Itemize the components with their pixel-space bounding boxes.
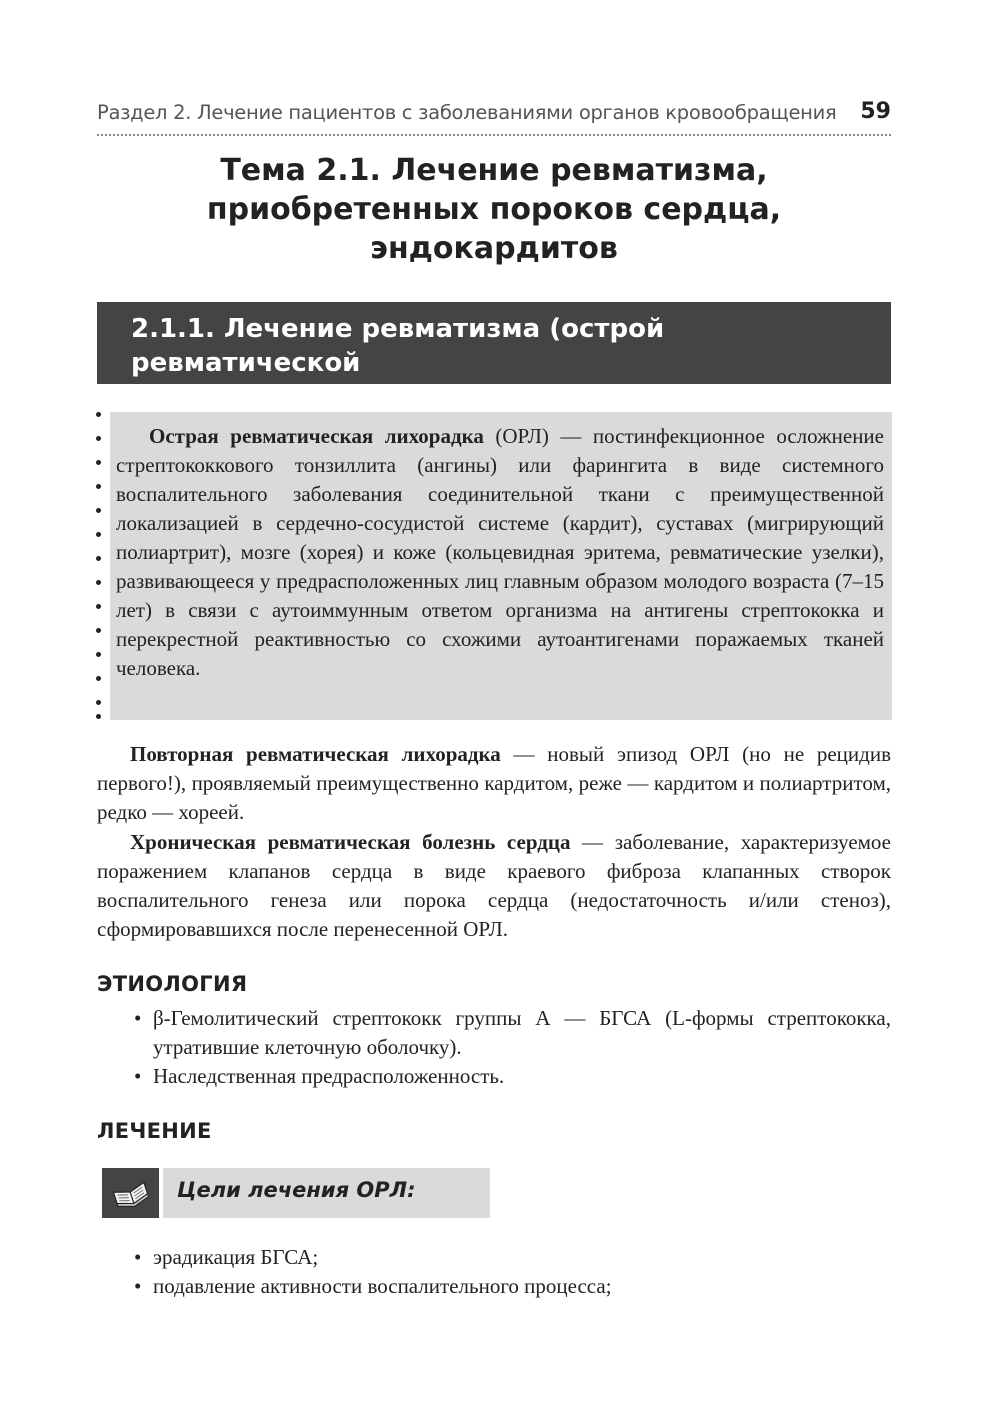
topic-title-line: приобретенных пороков сердца, [206,192,782,227]
paragraph-term: Повторная ревматическая лихорадка [130,742,501,766]
topic-title [97,151,891,268]
margin-dot [96,556,101,561]
subsection-title-line: лихорадки) [131,382,308,412]
book-icon [102,1168,159,1218]
margin-dot [96,436,101,441]
subsection-title-line: 2.1.1. Лечение ревматизма (острой ревматической [131,314,665,378]
callout-icon-box [102,1168,159,1218]
treatment-heading: ЛЕЧЕНИЕ [97,1119,212,1143]
margin-dot [96,580,101,585]
goals-callout [102,1168,490,1218]
etiology-heading: ЭТИОЛОГИЯ [97,972,248,996]
list-item: • подавление активности воспалительного процесса; [132,1272,891,1301]
running-header [97,98,891,136]
margin-dot [96,676,101,681]
subsection-banner [97,302,891,412]
topic-title-line: Тема 2.1. Лечение ревматизма, [220,153,768,188]
margin-dot [96,508,101,513]
paragraph-body: — новый эпизод ОРЛ (но не рецидив первого!), проявляемый преимущественно кардитом, реже — кардитом и полиартритом, редко — хореей. [97,742,891,824]
margin-dot [96,652,101,657]
paragraph-term: Хроническая ревматическая болезнь сердца [130,830,571,854]
section-title: Раздел 2. Лечение пациентов с заболеваниями органов кровообращения [97,101,837,124]
topic-title-line: эндокардитов [370,231,618,266]
margin-dot [96,484,101,489]
list-item: • β-Гемолитический стрептококк группы А — БГСА (L-формы стрептококка, утратившие клеточную оболочку). [132,1004,891,1062]
definition-box [110,412,892,720]
etiology-list [132,1004,891,1091]
margin-dot [96,460,101,465]
margin-dot [96,628,101,633]
definition-body: (ОРЛ) — постинфекционное осложнение стрептококкового тонзиллита (ангины) или фарингита в виде системного воспалительного заболевания соединительной ткани с преимущественной локализацией в сердечно-сосудистой системе (кардит), суставах (мигрирующий полиартрит), мозге (хорея) и коже (кольцевидная эритема, ревматические узелки), развивающееся у предрасположенных лиц главным образом молодого возраста (7–15 лет) в связи с аутоиммунным ответом организма на антигены стрептококка и перекрестной реактивностью со схожими аутоантигенами поражаемых тканей человека. [116,424,884,680]
margin-dot [96,412,101,417]
list-item: • Наследственная предрасположенность. [132,1062,891,1091]
definition-text [116,422,884,683]
margin-dot [96,714,101,719]
margin-dots [96,412,102,720]
page-number: 59 [860,99,891,124]
definition-term: Острая ревматическая лихорадка [149,424,484,448]
list-item: • эрадикация БГСА; [132,1243,891,1272]
paragraph-recurrent [97,740,891,827]
goals-label: Цели лечения ОРЛ: [163,1168,490,1218]
treatment-goals-list [132,1243,891,1301]
margin-dot [96,700,101,705]
margin-dot [96,532,101,537]
paragraph-body: — заболевание, характеризуемое поражением клапанов сердца в виде краевого фиброза клапанных створок воспалительного генеза или порока сердца (недостаточность и/или стеноз), сформировавшихся после перенесенной ОРЛ. [97,830,892,941]
margin-dot [96,604,101,609]
paragraph-chronic [97,828,891,944]
